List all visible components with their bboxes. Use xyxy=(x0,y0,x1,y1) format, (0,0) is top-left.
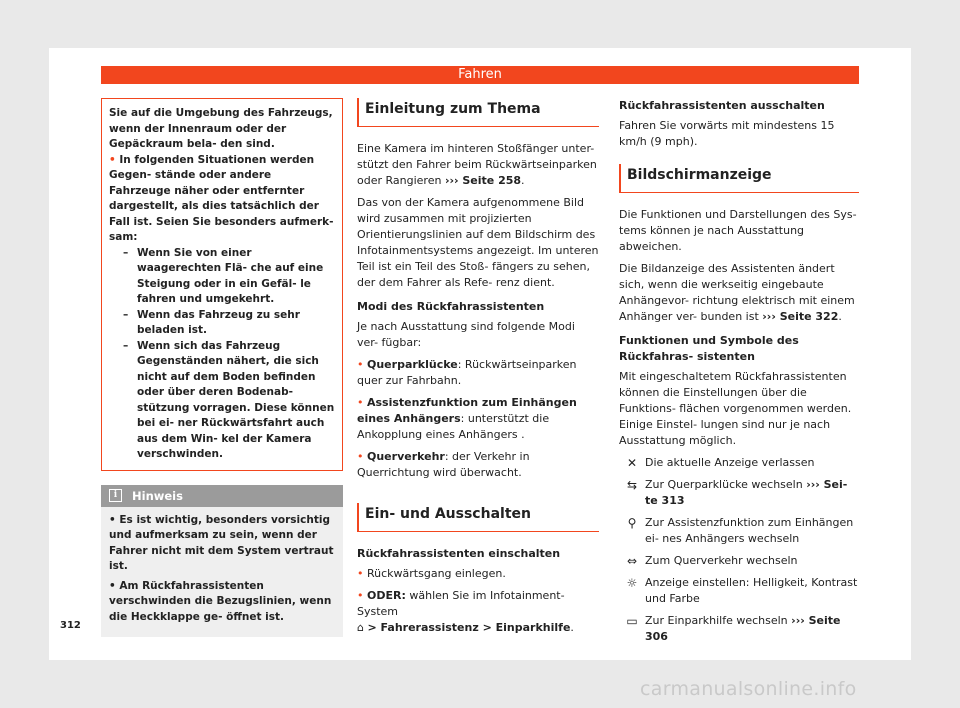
section-heading: Ein- und Ausschalten xyxy=(357,503,599,532)
page-reference-link[interactable]: ››› Seite 258 xyxy=(444,174,522,187)
watermark: carmanualsonline.info xyxy=(640,678,857,700)
list-item: • Querverkehr: der Verkehr in Querrichtung wird überwacht. xyxy=(357,450,530,479)
paragraph: Mit eingeschaltetem Rückfahrassistenten können die Einstellungen über die Funktions- flächen vorgenommen werden. Einige Einstel- lungen sind nur je nach Ausstattung möglich. xyxy=(619,370,852,447)
function-row-display-settings: ☼ Anzeige einstellen: Helligkeit, Kontrast und Farbe xyxy=(619,575,859,607)
hinweis-item: • Am Rückfahrassistenten verschwinden die Bezugslinien, wenn die Heckklappe ge- öffnet ist. xyxy=(109,579,332,623)
warning-bullet: • In folgenden Situationen werden Gegen- stände oder andere Fahrzeuge näher oder entfernter dargestellt, als dies tatsächlich der Fall ist. Seien Sie besonders aufmerk- sam: xyxy=(109,153,334,243)
paragraph: Die Funktionen und Darstellungen des Sys- tems können je nach Ausstattung abweichen. xyxy=(619,208,857,253)
trailer-hitch-icon: ⚲ xyxy=(627,516,637,530)
page-reference-link[interactable]: ››› Sei- te 313 xyxy=(645,478,848,507)
list-item: • Assistenzfunktion zum Einhängen eines Anhängers: unterstützt die Ankopplung eines Anhängers . xyxy=(357,396,577,441)
list-item: • Querparklücke: Rückwärtseinparken quer zur Fahrbahn. xyxy=(357,358,577,387)
hinweis-item: • Es ist wichtig, besonders vorsichtig und aufmerksam zu sein, wenn der Fahrer nicht mit dem System vertraut ist. xyxy=(109,513,334,572)
subheading: Modi des Rückfahrassistenten xyxy=(357,300,545,313)
car-settings-icon: ⌂ xyxy=(357,621,364,634)
subheading: Funktionen und Symbole des Rückfahras- sistenten xyxy=(619,334,799,363)
page-reference-link[interactable]: ››› Seite 306 xyxy=(645,614,841,643)
column-middle xyxy=(357,98,599,642)
function-row-trailer: ⚲ Zur Assistenzfunktion zum Einhängen ei- nes Anhängers wechseln xyxy=(619,515,859,547)
hinweis-header: i Hinweis xyxy=(101,485,343,507)
page-reference-link[interactable]: ››› Seite 322 xyxy=(762,310,839,323)
subheading: Rückfahrassistenten einschalten xyxy=(357,547,561,560)
parking-aid-icon: ▭ xyxy=(626,614,638,628)
warning-dash-item: – Wenn sich das Fahrzeug Gegenständen nähert, die sich nicht auf dem Boden befinden oder über deren Bodenab- stützung vorragen. Diese können bei ei- ner Rückwärtsfahrt auch aus dem Win- kel der Kamera verschwinden. xyxy=(123,339,335,460)
paragraph: Eine Kamera im hinteren Stoßfänger unter- stützt den Fahrer beim Rückwärtseinparken oder Rangieren ››› Seite 258. xyxy=(357,142,597,187)
warning-dash-item: – Wenn das Fahrzeug zu sehr beladen ist. xyxy=(123,308,300,336)
cross-traffic-icon: ⇔ xyxy=(626,554,638,568)
paragraph: Die Bildanzeige des Assistenten ändert sich, wenn die werkseitig eingebaute Anhängevor- richtung elektrisch mit einem Anhänger ver- bunden ist ››› Seite 322. xyxy=(619,262,855,323)
chapter-header: Fahren xyxy=(101,66,859,84)
paragraph: Fahren Sie vorwärts mit mindestens 15 km/h (9 mph). xyxy=(619,119,835,148)
paragraph: Das von der Kamera aufgenommene Bild wird zusammen mit projizierten Orientierungslinien auf dem Bildschirm des Infotainmentsystems angezeigt. Im unteren Teil ist ein Teil des Stoß- fängers zu sehen, der dem Fahrer als Refe- renz dient. xyxy=(357,196,599,289)
subheading: Rückfahrassistenten ausschalten xyxy=(619,99,825,112)
section-heading: Bildschirmanzeige xyxy=(619,164,859,193)
function-row-parking: ⇆ Zur Querparklücke wechseln ››› Sei- te 313 xyxy=(619,477,859,509)
page-number: 312 xyxy=(60,620,81,631)
function-row-cross-traffic: ⇔ Zum Querverkehr wechseln xyxy=(619,553,859,569)
brightness-icon: ☼ xyxy=(626,576,638,590)
warning-intro: Sie auf die Umgebung des Fahrzeugs, wenn der Innenraum oder der Gepäckraum bela- den sind. xyxy=(109,107,333,150)
warning-dash-item: – Wenn Sie von einer waagerechten Flä- che auf eine Steigung oder in ein Gefäl- le fahren und umgekehrt. xyxy=(123,246,324,305)
bullet-icon: • xyxy=(109,153,116,166)
paragraph: Je nach Ausstattung sind folgende Modi ver- fügbar: xyxy=(357,320,575,349)
column-left xyxy=(101,98,343,637)
info-icon: i xyxy=(109,489,122,502)
function-row-exit: ✕ Die aktuelle Anzeige verlassen xyxy=(619,455,859,471)
close-icon: ✕ xyxy=(626,456,638,470)
section-heading: Einleitung zum Thema xyxy=(357,98,599,127)
list-item: • Rückwärtsgang einlegen. xyxy=(357,567,506,580)
hinweis-box xyxy=(101,485,343,638)
column-right xyxy=(619,98,859,651)
list-item: • ODER: wählen Sie im Infotainment-System ⌂ > Fahrerassistenz > Einparkhilfe. xyxy=(357,589,574,634)
function-row-parking-aid: ▭ Zur Einparkhilfe wechseln ››› Seite 306 xyxy=(619,613,859,645)
warning-box xyxy=(101,98,343,471)
cross-parking-icon: ⇆ xyxy=(626,478,638,492)
